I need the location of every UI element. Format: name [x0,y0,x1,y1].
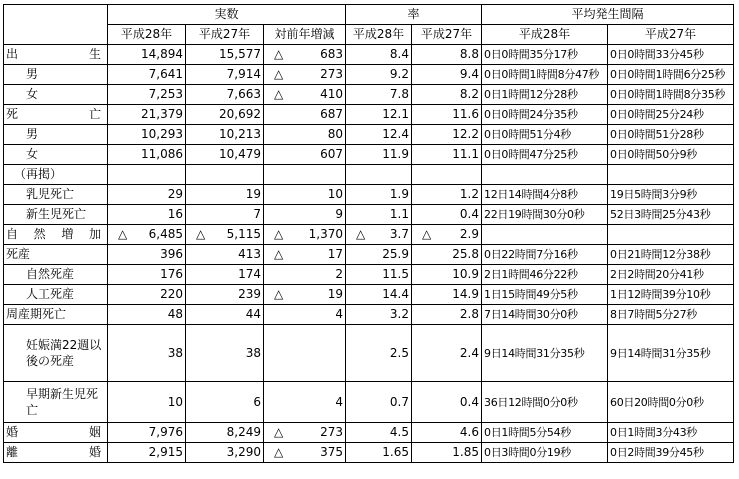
cell-interval27: 60日20時間0分0秒 [608,382,734,423]
cell-change: 9 [264,205,346,225]
table-row [4,65,734,85]
cell-interval27: 0日1時間3分43秒 [608,423,734,443]
cell-h28: 48 [108,305,186,325]
cell-rate28: 11.5 [346,265,412,285]
cell-change: △ 19 [264,285,346,305]
cell-interval28: 9日14時間31分35秒 [482,325,608,382]
cell-h27: 38 [186,325,264,382]
group-rate-header: 率 [346,5,482,25]
cell-interval27: 1日12時間39分10秒 [608,285,734,305]
cell-h28: 220 [108,285,186,305]
cell-h27 [186,165,264,185]
cell-rate28: 9.2 [346,65,412,85]
col-rate28-header: 平成28年 [346,25,412,45]
cell-h27: △ 5,115 [186,225,264,245]
group-interval-header: 平均発生間隔 [482,5,734,25]
table-row [4,325,734,382]
cell-h27: 413 [186,245,264,265]
row-label: 自然死産 [4,265,108,285]
cell-change: 80 [264,125,346,145]
cell-change: △ 683 [264,45,346,65]
row-label: 乳児死亡 [4,185,108,205]
cell-rate27: 2.8 [412,305,482,325]
cell-h28: 176 [108,265,186,285]
decrease-mark: △ [274,445,284,459]
decrease-mark: △ [274,227,284,241]
cell-h28: 16 [108,205,186,225]
row-label: 女 [4,85,108,105]
cell-change [264,325,346,382]
decrease-mark [266,126,274,143]
cell-interval28: 0日22時間7分16秒 [482,245,608,265]
cell-rate28: 1.9 [346,185,412,205]
cell-interval27: 52日3時間25分43秒 [608,205,734,225]
cell-rate28: 11.9 [346,145,412,165]
cell-rate28: 1.65 [346,443,412,463]
table-row [4,382,734,423]
cell-h28: 14,894 [108,45,186,65]
cell-interval28: 0日0時間47分25秒 [482,145,608,165]
row-label: 男 [4,125,108,145]
cell-interval27: 0日0時間1時間8分35秒 [608,85,734,105]
cell-rate28 [346,165,412,185]
cell-rate27: 8.2 [412,85,482,105]
cell-interval27: 0日0時間25分24秒 [608,105,734,125]
cell-change: △ 273 [264,65,346,85]
cell-rate28: △ 3.7 [346,225,412,245]
cell-change: 607 [264,145,346,165]
cell-interval27 [608,225,734,245]
row-label: 周産期死亡 [4,305,108,325]
cell-interval28: 1日15時間49分5秒 [482,285,608,305]
decrease-mark: △ [274,247,284,261]
cell-change: 4 [264,305,346,325]
col-change-header: 対前年増減 [264,25,346,45]
cell-h28: 7,641 [108,65,186,85]
header-row-1 [4,5,734,25]
row-label: 人工死産 [4,285,108,305]
cell-h27: 44 [186,305,264,325]
decrease-mark [266,306,274,323]
table-row [4,305,734,325]
cell-change [264,165,346,185]
cell-h27: 10,213 [186,125,264,145]
cell-h27: 15,577 [186,45,264,65]
cell-interval27 [608,165,734,185]
col-int27-header: 平成27年 [608,25,734,45]
cell-interval27: 9日14時間31分35秒 [608,325,734,382]
decrease-mark: △ [274,287,284,301]
cell-rate28: 8.4 [346,45,412,65]
cell-rate27: △ 2.9 [412,225,482,245]
cell-interval27: 8日7時間5分27秒 [608,305,734,325]
cell-h27: 8,249 [186,423,264,443]
cell-rate27: 0.4 [412,205,482,225]
cell-h27: 174 [186,265,264,285]
cell-change: 4 [264,382,346,423]
row-label: 自 然 増 加 [4,225,108,245]
cell-rate27: 0.4 [412,382,482,423]
table-row [4,225,734,245]
cell-interval28: 2日1時間46分22秒 [482,265,608,285]
cell-h28: 2,915 [108,443,186,463]
cell-h27: 10,479 [186,145,264,165]
table-row [4,245,734,265]
cell-h27: 3,290 [186,443,264,463]
table-row [4,125,734,145]
cell-interval28: 0日0時間1時間8分47秒 [482,65,608,85]
cell-rate27: 11.1 [412,145,482,165]
cell-rate27: 2.4 [412,325,482,382]
decrease-mark [266,206,274,223]
row-label: 婚 姻 [4,423,108,443]
cell-h28: 38 [108,325,186,382]
table-row [4,205,734,225]
decrease-mark [266,394,274,411]
cell-rate28: 12.1 [346,105,412,125]
cell-change: △ 375 [264,443,346,463]
row-label: 男 [4,65,108,85]
cell-h28: 396 [108,245,186,265]
decrease-mark [266,266,274,283]
cell-h28: 7,253 [108,85,186,105]
vital-statistics-table [3,4,734,463]
group-actual-header: 実数 [108,5,346,25]
table-row [4,45,734,65]
cell-rate28: 14.4 [346,285,412,305]
row-label: 女 [4,145,108,165]
cell-change: 10 [264,185,346,205]
cell-interval27: 0日21時間12分38秒 [608,245,734,265]
cell-interval28: 0日0時間35分17秒 [482,45,608,65]
cell-h28: 10,293 [108,125,186,145]
cell-h28: 21,379 [108,105,186,125]
cell-change: △ 1,370 [264,225,346,245]
cell-h28: 7,976 [108,423,186,443]
cell-interval27: 0日0時間1時間6分25秒 [608,65,734,85]
cell-interval27: 0日0時間51分28秒 [608,125,734,145]
cell-rate27: 10.9 [412,265,482,285]
cell-rate28: 3.2 [346,305,412,325]
cell-rate27: 11.6 [412,105,482,125]
cell-interval28 [482,165,608,185]
cell-interval27: 2日2時間20分41秒 [608,265,734,285]
cell-change: 687 [264,105,346,125]
row-label: 離 婚 [4,443,108,463]
cell-interval28: 22日19時間30分0秒 [482,205,608,225]
cell-rate28: 2.5 [346,325,412,382]
table-row [4,185,734,205]
col-int28-header: 平成28年 [482,25,608,45]
decrease-mark: △ [118,227,128,241]
decrease-mark [266,106,274,123]
cell-rate27: 9.4 [412,65,482,85]
cell-interval28: 7日14時間30分0秒 [482,305,608,325]
row-label: 早期新生児死亡 [4,382,108,423]
col-rate27-header: 平成27年 [412,25,482,45]
decrease-mark: △ [274,67,284,81]
table-row [4,285,734,305]
cell-interval28 [482,225,608,245]
row-label: 新生児死亡 [4,205,108,225]
decrease-mark: △ [274,87,284,101]
decrease-mark [266,186,274,203]
decrease-mark: △ [196,227,206,241]
cell-rate28: 7.8 [346,85,412,105]
cell-rate27 [412,165,482,185]
cell-rate27: 14.9 [412,285,482,305]
row-label: 妊娠満22週以後の死産 [4,325,108,382]
table-row [4,105,734,125]
cell-rate27: 4.6 [412,423,482,443]
cell-rate27: 25.8 [412,245,482,265]
cell-h27: 7,663 [186,85,264,105]
col-h28-header: 平成28年 [108,25,186,45]
table-row [4,145,734,165]
decrease-mark [266,146,274,163]
decrease-mark: △ [274,47,284,61]
row-label: 死産 [4,245,108,265]
cell-change: △ 17 [264,245,346,265]
cell-interval28: 0日3時間0分19秒 [482,443,608,463]
cell-rate28: 0.7 [346,382,412,423]
cell-interval27: 0日2時間39分45秒 [608,443,734,463]
cell-change: 2 [264,265,346,285]
row-label: 死 亡 [4,105,108,125]
table-row [4,443,734,463]
cell-rate28: 25.9 [346,245,412,265]
cell-h27: 6 [186,382,264,423]
cell-interval28: 0日0時間24分35秒 [482,105,608,125]
cell-interval28: 36日12時間0分0秒 [482,382,608,423]
cell-h27: 7 [186,205,264,225]
cell-interval28: 0日0時間51分4秒 [482,125,608,145]
header-row-2 [4,25,734,45]
row-label: （再掲） [4,165,108,185]
cell-change: △ 410 [264,85,346,105]
cell-rate27: 1.2 [412,185,482,205]
cell-rate28: 4.5 [346,423,412,443]
cell-interval28: 0日1時間5分54秒 [482,423,608,443]
cell-h27: 239 [186,285,264,305]
cell-h27: 19 [186,185,264,205]
header-corner [4,5,108,45]
table-row [4,85,734,105]
table-row [4,265,734,285]
decrease-mark: △ [422,227,432,241]
cell-h28 [108,165,186,185]
cell-h28: 29 [108,185,186,205]
cell-interval27: 19日5時間3分9秒 [608,185,734,205]
cell-rate27: 1.85 [412,443,482,463]
cell-h28: 11,086 [108,145,186,165]
decrease-mark: △ [274,425,284,439]
cell-h28: 10 [108,382,186,423]
cell-rate28: 12.4 [346,125,412,145]
table-row [4,165,734,185]
cell-h27: 7,914 [186,65,264,85]
table-row [4,423,734,443]
cell-rate27: 12.2 [412,125,482,145]
cell-change: △ 273 [264,423,346,443]
cell-h27: 20,692 [186,105,264,125]
cell-interval27: 0日0時間50分9秒 [608,145,734,165]
row-label: 出 生 [4,45,108,65]
decrease-mark: △ [356,227,366,241]
cell-rate27: 8.8 [412,45,482,65]
cell-interval28: 0日1時間12分28秒 [482,85,608,105]
cell-rate28: 1.1 [346,205,412,225]
cell-h28: △ 6,485 [108,225,186,245]
col-h27-header: 平成27年 [186,25,264,45]
cell-interval28: 12日14時間4分8秒 [482,185,608,205]
cell-interval27: 0日0時間33分45秒 [608,45,734,65]
